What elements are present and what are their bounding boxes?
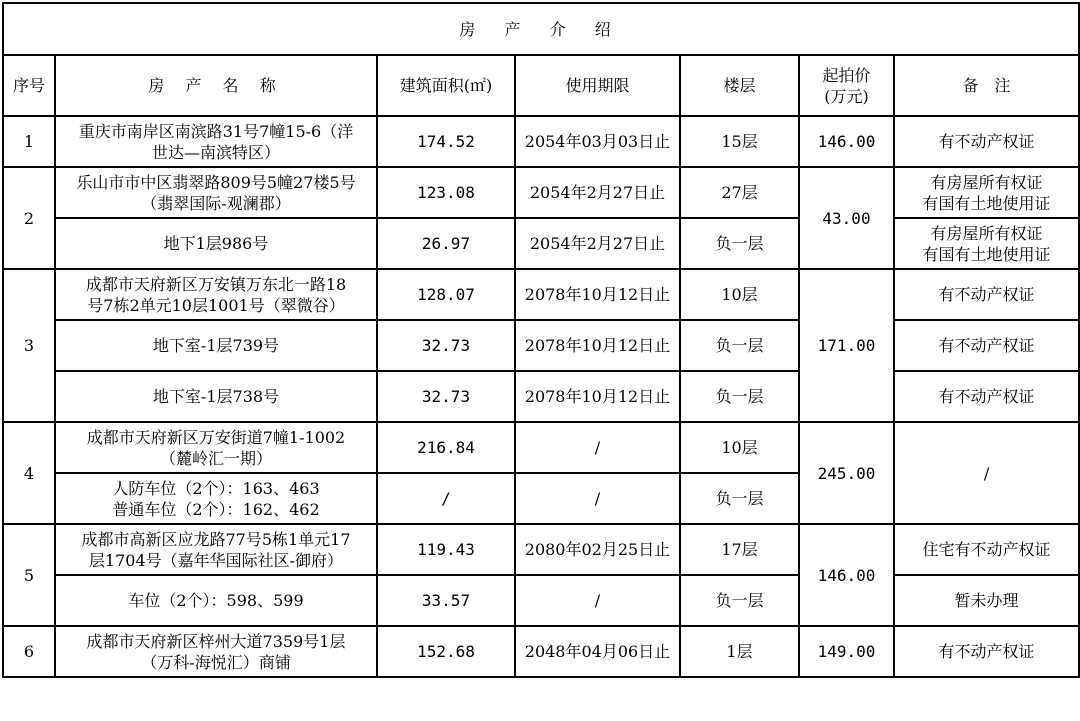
cell-term: 2054年2月27日止 [515, 167, 680, 218]
cell-area: 26.97 [377, 218, 515, 269]
cell-seq: 1 [3, 116, 55, 167]
cell-name [55, 473, 377, 524]
table-row [3, 626, 1079, 677]
cell-name [55, 269, 377, 320]
cell-note: 有不动产权证 [894, 116, 1079, 167]
cell-name [55, 524, 377, 575]
cell-term: 2054年2月27日止 [515, 218, 680, 269]
cell-note [894, 167, 1079, 218]
cell-area: 33.57 [377, 575, 515, 626]
cell-term: 2078年10月12日止 [515, 371, 680, 422]
cell-price: 43.00 [799, 167, 894, 269]
cell-name: 车位（2个）：598、599 [55, 575, 377, 626]
cell-price: 149.00 [799, 626, 894, 677]
cell-note: 有不动产权证 [894, 269, 1079, 320]
cell-area: 174.52 [377, 116, 515, 167]
table-row [3, 218, 1079, 269]
table-row [3, 575, 1079, 626]
cell-term: / [515, 422, 680, 473]
cell-note: 有不动产权证 [894, 320, 1079, 371]
cell-name-line: 号7栋2单元10层1001号（翠微谷） [87, 295, 345, 315]
cell-note-line: 有房屋所有权证 [930, 223, 1043, 243]
cell-note [894, 218, 1079, 269]
cell-note: 住宅有不动产权证 [894, 524, 1079, 575]
cell-area: 119.43 [377, 524, 515, 575]
cell-note-line: 有国有土地使用证 [922, 193, 1051, 213]
cell-name-line: （翡翠国际-观澜郡） [141, 193, 291, 213]
table-row [3, 320, 1079, 371]
cell-note-line: 有国有土地使用证 [922, 244, 1051, 264]
cell-price: 146.00 [799, 116, 894, 167]
table-title: 房 产 介 绍 [3, 3, 1079, 55]
cell-seq: 3 [3, 269, 55, 422]
cell-floor: 负一层 [680, 320, 799, 371]
cell-area: 216.84 [377, 422, 515, 473]
cell-name-line: 成都市天府新区万安街道7幢1-1002 [86, 427, 346, 447]
cell-area: 32.73 [377, 320, 515, 371]
header-price-line2: (万元) [824, 86, 869, 106]
cell-name: 地下1层986号 [55, 218, 377, 269]
header-price-line1: 起拍价 [822, 65, 871, 85]
cell-name-line: 重庆市南岸区南滨路31号7幢15-6（洋 [78, 121, 354, 141]
header-price [799, 55, 894, 116]
header-name: 房 产 名 称 [55, 55, 377, 116]
cell-term: 2078年10月12日止 [515, 320, 680, 371]
cell-seq: 5 [3, 524, 55, 626]
cell-name-line: 世达—南滨特区） [151, 142, 280, 162]
cell-note: 有不动产权证 [894, 626, 1079, 677]
cell-area: 123.08 [377, 167, 515, 218]
property-table-sheet [2, 2, 1078, 718]
cell-note-line: 有房屋所有权证 [930, 172, 1043, 192]
cell-name-line: 人防车位（2个）：163、463 [112, 478, 320, 498]
cell-floor: 负一层 [680, 218, 799, 269]
cell-name-line: 成都市天府新区万安镇万东北一路18 [85, 274, 347, 294]
cell-name-line: （万科-海悦汇）商铺 [141, 652, 291, 672]
cell-area: / [377, 473, 515, 524]
cell-name: 地下室-1层738号 [55, 371, 377, 422]
cell-floor: 15层 [680, 116, 799, 167]
cell-price: 171.00 [799, 269, 894, 422]
table-row [3, 116, 1079, 167]
cell-seq: 4 [3, 422, 55, 524]
cell-floor: 负一层 [680, 473, 799, 524]
cell-note: 有不动产权证 [894, 371, 1079, 422]
table-row [3, 524, 1079, 575]
header-term: 使用期限 [515, 55, 680, 116]
cell-floor: 负一层 [680, 575, 799, 626]
cell-note: / [894, 422, 1079, 524]
cell-name [55, 167, 377, 218]
cell-note: 暂未办理 [894, 575, 1079, 626]
header-area: 建筑面积(㎡) [377, 55, 515, 116]
table-row [3, 371, 1079, 422]
table-row [3, 167, 1079, 218]
cell-seq: 2 [3, 167, 55, 269]
cell-name [55, 626, 377, 677]
cell-floor: 负一层 [680, 371, 799, 422]
cell-name-line: （麓岭汇一期） [159, 448, 272, 468]
cell-price: 146.00 [799, 524, 894, 626]
cell-area: 32.73 [377, 371, 515, 422]
cell-price: 245.00 [799, 422, 894, 524]
property-table [2, 2, 1080, 678]
cell-name-line: 普通车位（2个）：162、462 [112, 499, 320, 519]
cell-area: 128.07 [377, 269, 515, 320]
cell-term: 2054年03月03日止 [515, 116, 680, 167]
cell-name: 地下室-1层739号 [55, 320, 377, 371]
header-seq: 序号 [3, 55, 55, 116]
cell-area: 152.68 [377, 626, 515, 677]
header-note: 备 注 [894, 55, 1079, 116]
cell-floor: 27层 [680, 167, 799, 218]
cell-name-line: 乐山市市中区翡翠路809号5幢27楼5号 [76, 172, 356, 192]
table-row [3, 422, 1079, 473]
cell-term: 2078年10月12日止 [515, 269, 680, 320]
cell-name-line: 成都市天府新区梓州大道7359号1层 [86, 631, 346, 651]
table-row [3, 269, 1079, 320]
cell-seq: 6 [3, 626, 55, 677]
cell-term: / [515, 473, 680, 524]
cell-term: 2048年04月06日止 [515, 626, 680, 677]
cell-name [55, 422, 377, 473]
cell-floor: 17层 [680, 524, 799, 575]
cell-name [55, 116, 377, 167]
cell-term: / [515, 575, 680, 626]
cell-term: 2080年02月25日止 [515, 524, 680, 575]
cell-floor: 1层 [680, 626, 799, 677]
cell-floor: 10层 [680, 269, 799, 320]
cell-floor: 10层 [680, 422, 799, 473]
cell-name-line: 成都市高新区应龙路77号5栋1单元17 [81, 529, 351, 549]
header-floor: 楼层 [680, 55, 799, 116]
cell-name-line: 层1704号（嘉年华国际社区-御府） [88, 550, 344, 570]
